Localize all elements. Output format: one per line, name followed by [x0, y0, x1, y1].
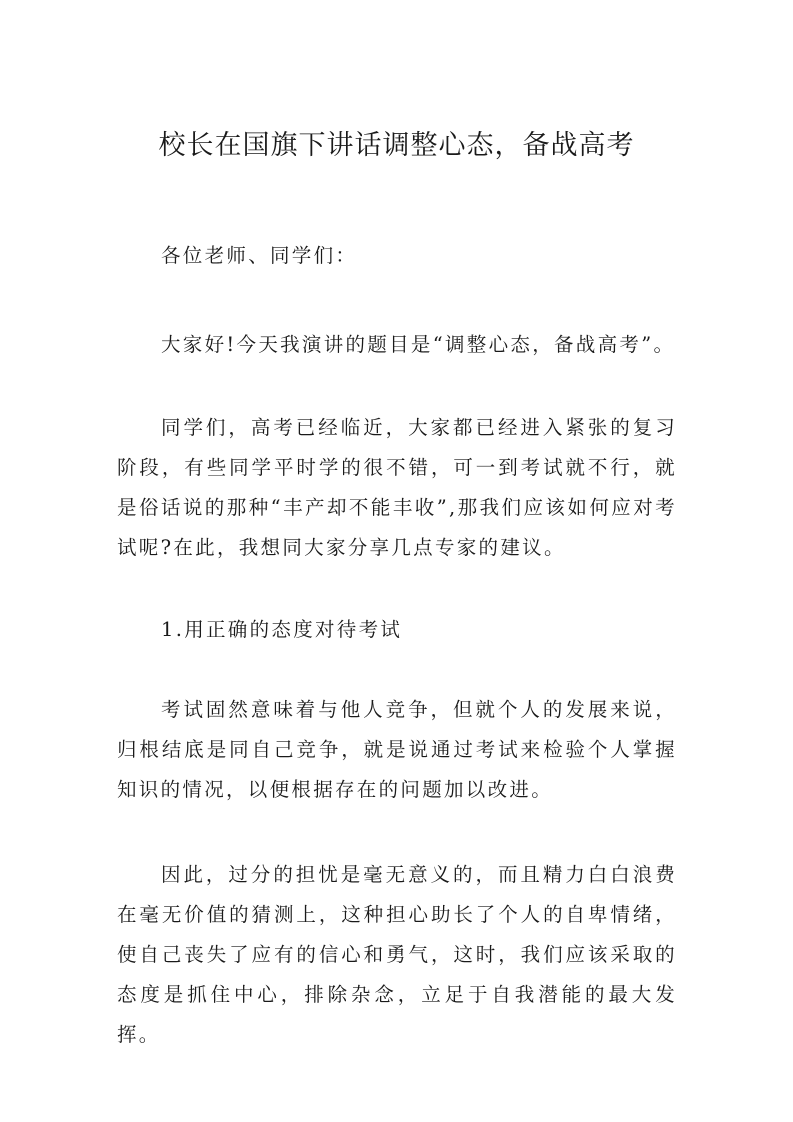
intro-paragraph: 同学们，高考已经临近，大家都已经进入紧张的复习阶段，有些同学平时学的很不错，可一到考试就不行，就是俗话说的那种“丰产却不能丰收”,那我们应该如何应对考试呢?在此，我想同大家分享几点专家的建议。: [117, 416, 677, 559]
salutation-paragraph: 各位老师、同学们：: [161, 244, 358, 267]
document-title: 校长在国旗下讲话调整心态，备战高考: [158, 130, 635, 161]
section-1-paragraph-1: 考试固然意味着与他人竞争，但就个人的发展来说，归根结底是同自己竞争，就是说通过考试来检验个人掌握知识的情况，以便根据存在的问题加以改进。: [117, 698, 677, 801]
greeting-paragraph: 大家好!今天我演讲的题目是“调整心态，备战高考”。: [161, 333, 676, 356]
section-heading-1: 1.用正确的态度对待考试: [161, 618, 403, 641]
section-1-paragraph-2: 因此，过分的担忧是毫无意义的，而且精力白白浪费在毫无价值的猜测上，这种担心助长了个人的自卑情绪，使自己丧失了应有的信心和勇气，这时，我们应该采取的态度是抓住中心，排除杂念，立足于自我潜能的最大发挥。: [117, 863, 677, 1046]
